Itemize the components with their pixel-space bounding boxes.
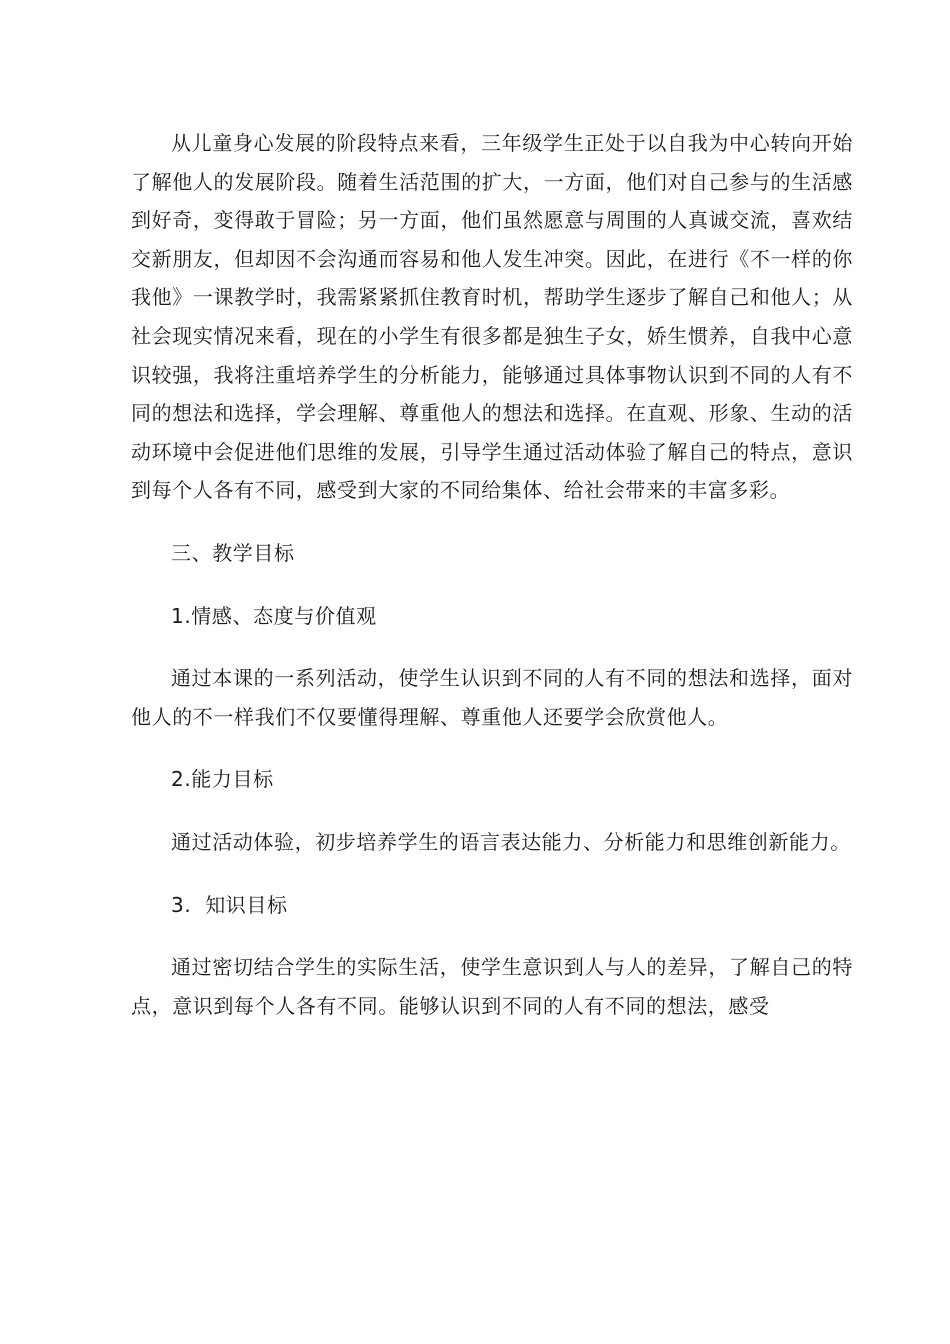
subheading-ability-goal: 2.能力目标 [171, 767, 274, 792]
subheading-emotion-attitude-values: 1.情感、态度与价值观 [171, 603, 377, 628]
spacer [131, 510, 853, 534]
spacer [131, 862, 853, 886]
spacer [131, 924, 853, 948]
spacer [131, 736, 853, 760]
spacer [131, 573, 853, 597]
spacer [131, 799, 853, 823]
subheading-knowledge-goal: 3. 知识目标 [171, 892, 288, 917]
paragraph-emotion-goal: 通过本课的一系列活动，使学生认识到不同的人有不同的想法和选择，面对他人的不一样我们不仅要懂得理解、尊重他人还要学会欣赏他人。 [131, 666, 853, 729]
paragraph-student-characteristics: 从儿童身心发展的阶段特点来看，三年级学生正处于以自我为中心转向开始了解他人的发展阶段。随着生活范围的扩大，一方面，他们对自己参与的生活感到好奇，变得敢于冒险；另一方面，他们虽然愿意与周围的人真诚交流，喜欢结交新朋友，但却因不会沟通而容易和他人发生冲突。因此，在进行《不一样的你我他》一课教学时，我需紧紧抓住教育时机，帮助学生逐步了解自己和他人；从社会现实情况来看，现在的小学生有很多都是独生子女，娇生惯养，自我中心意识较强，我将注重培养学生的分析能力，能够通过具体事物认识到不同的人有不同的想法和选择，学会理解、尊重他人的想法和选择。在直观、形象、生动的活动环境中会促进他们思维的发展，引导学生通过活动体验了解自己的特点，意识到每个人各有不同，感受到大家的不同给集体、给社会带来的丰富多彩。 [131, 131, 853, 503]
document-body [131, 124, 853, 1025]
paragraph-ability-goal: 通过活动体验，初步培养学生的语言表达能力、分析能力和思维创新能力。 [171, 829, 851, 854]
spacer [131, 635, 853, 659]
section-heading-teaching-goals: 三、教学目标 [171, 540, 295, 565]
paragraph-knowledge-goal: 通过密切结合学生的实际生活，使学生意识到人与人的差异，了解自己的特点，意识到每个人各有不同。能够认识到不同的人有不同的想法，感受 [131, 955, 853, 1018]
